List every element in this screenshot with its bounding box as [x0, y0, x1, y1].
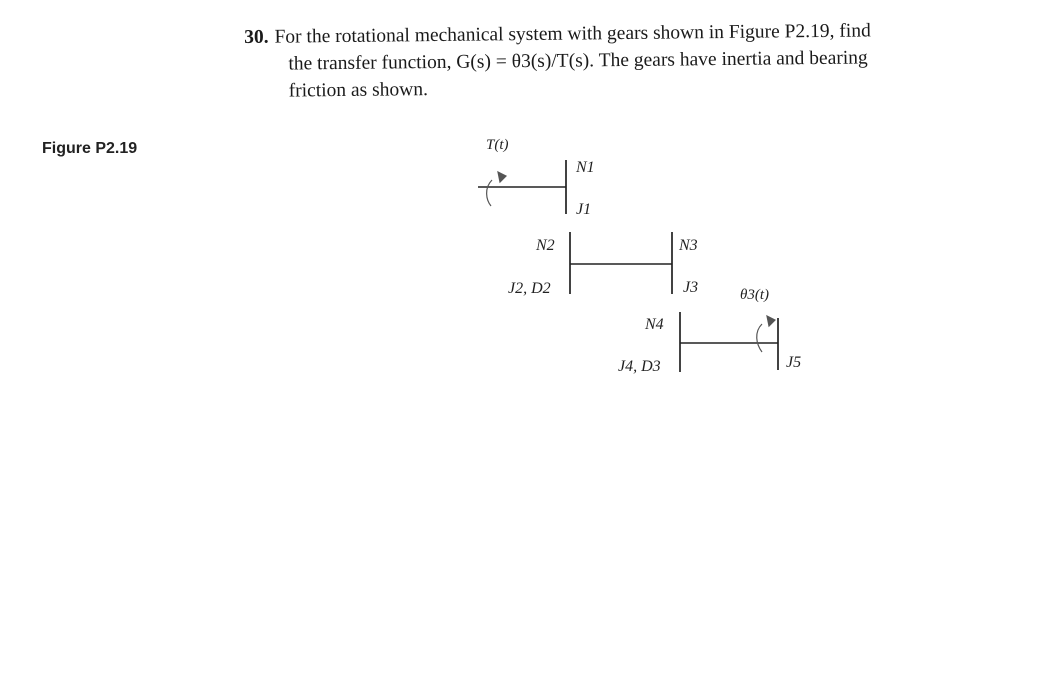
label-torque: T(t)	[486, 137, 509, 153]
label-j3: J3	[683, 279, 699, 296]
theta3-arrow-icon	[757, 324, 762, 352]
problem-line-1: 30. For the rotational mechanical system with gears shown in Figure P2.19, find	[244, 20, 871, 48]
problem-line-3: friction as shown.	[288, 79, 428, 102]
label-n3: N3	[679, 237, 698, 254]
figure-label: Figure P2.19	[42, 140, 138, 157]
label-n2: N2	[536, 237, 555, 254]
label-n4: N4	[645, 316, 664, 333]
torque-arrowhead-icon	[498, 172, 506, 182]
label-j5: J5	[786, 354, 802, 371]
torque-arrow-icon	[487, 180, 492, 206]
theta3-arrowhead-icon	[767, 316, 775, 326]
problem-number: 30.	[244, 26, 269, 48]
label-j4-d3: J4, D3	[618, 358, 661, 375]
label-j2-d2: J2, D2	[508, 280, 551, 297]
label-j1: J1	[576, 201, 592, 218]
label-theta3: θ3(t)	[740, 287, 770, 303]
label-n1: N1	[576, 159, 595, 176]
problem-line-2: the transfer function, G(s) = θ3(s)/T(s). The gears have inertia and bearing	[288, 47, 868, 75]
